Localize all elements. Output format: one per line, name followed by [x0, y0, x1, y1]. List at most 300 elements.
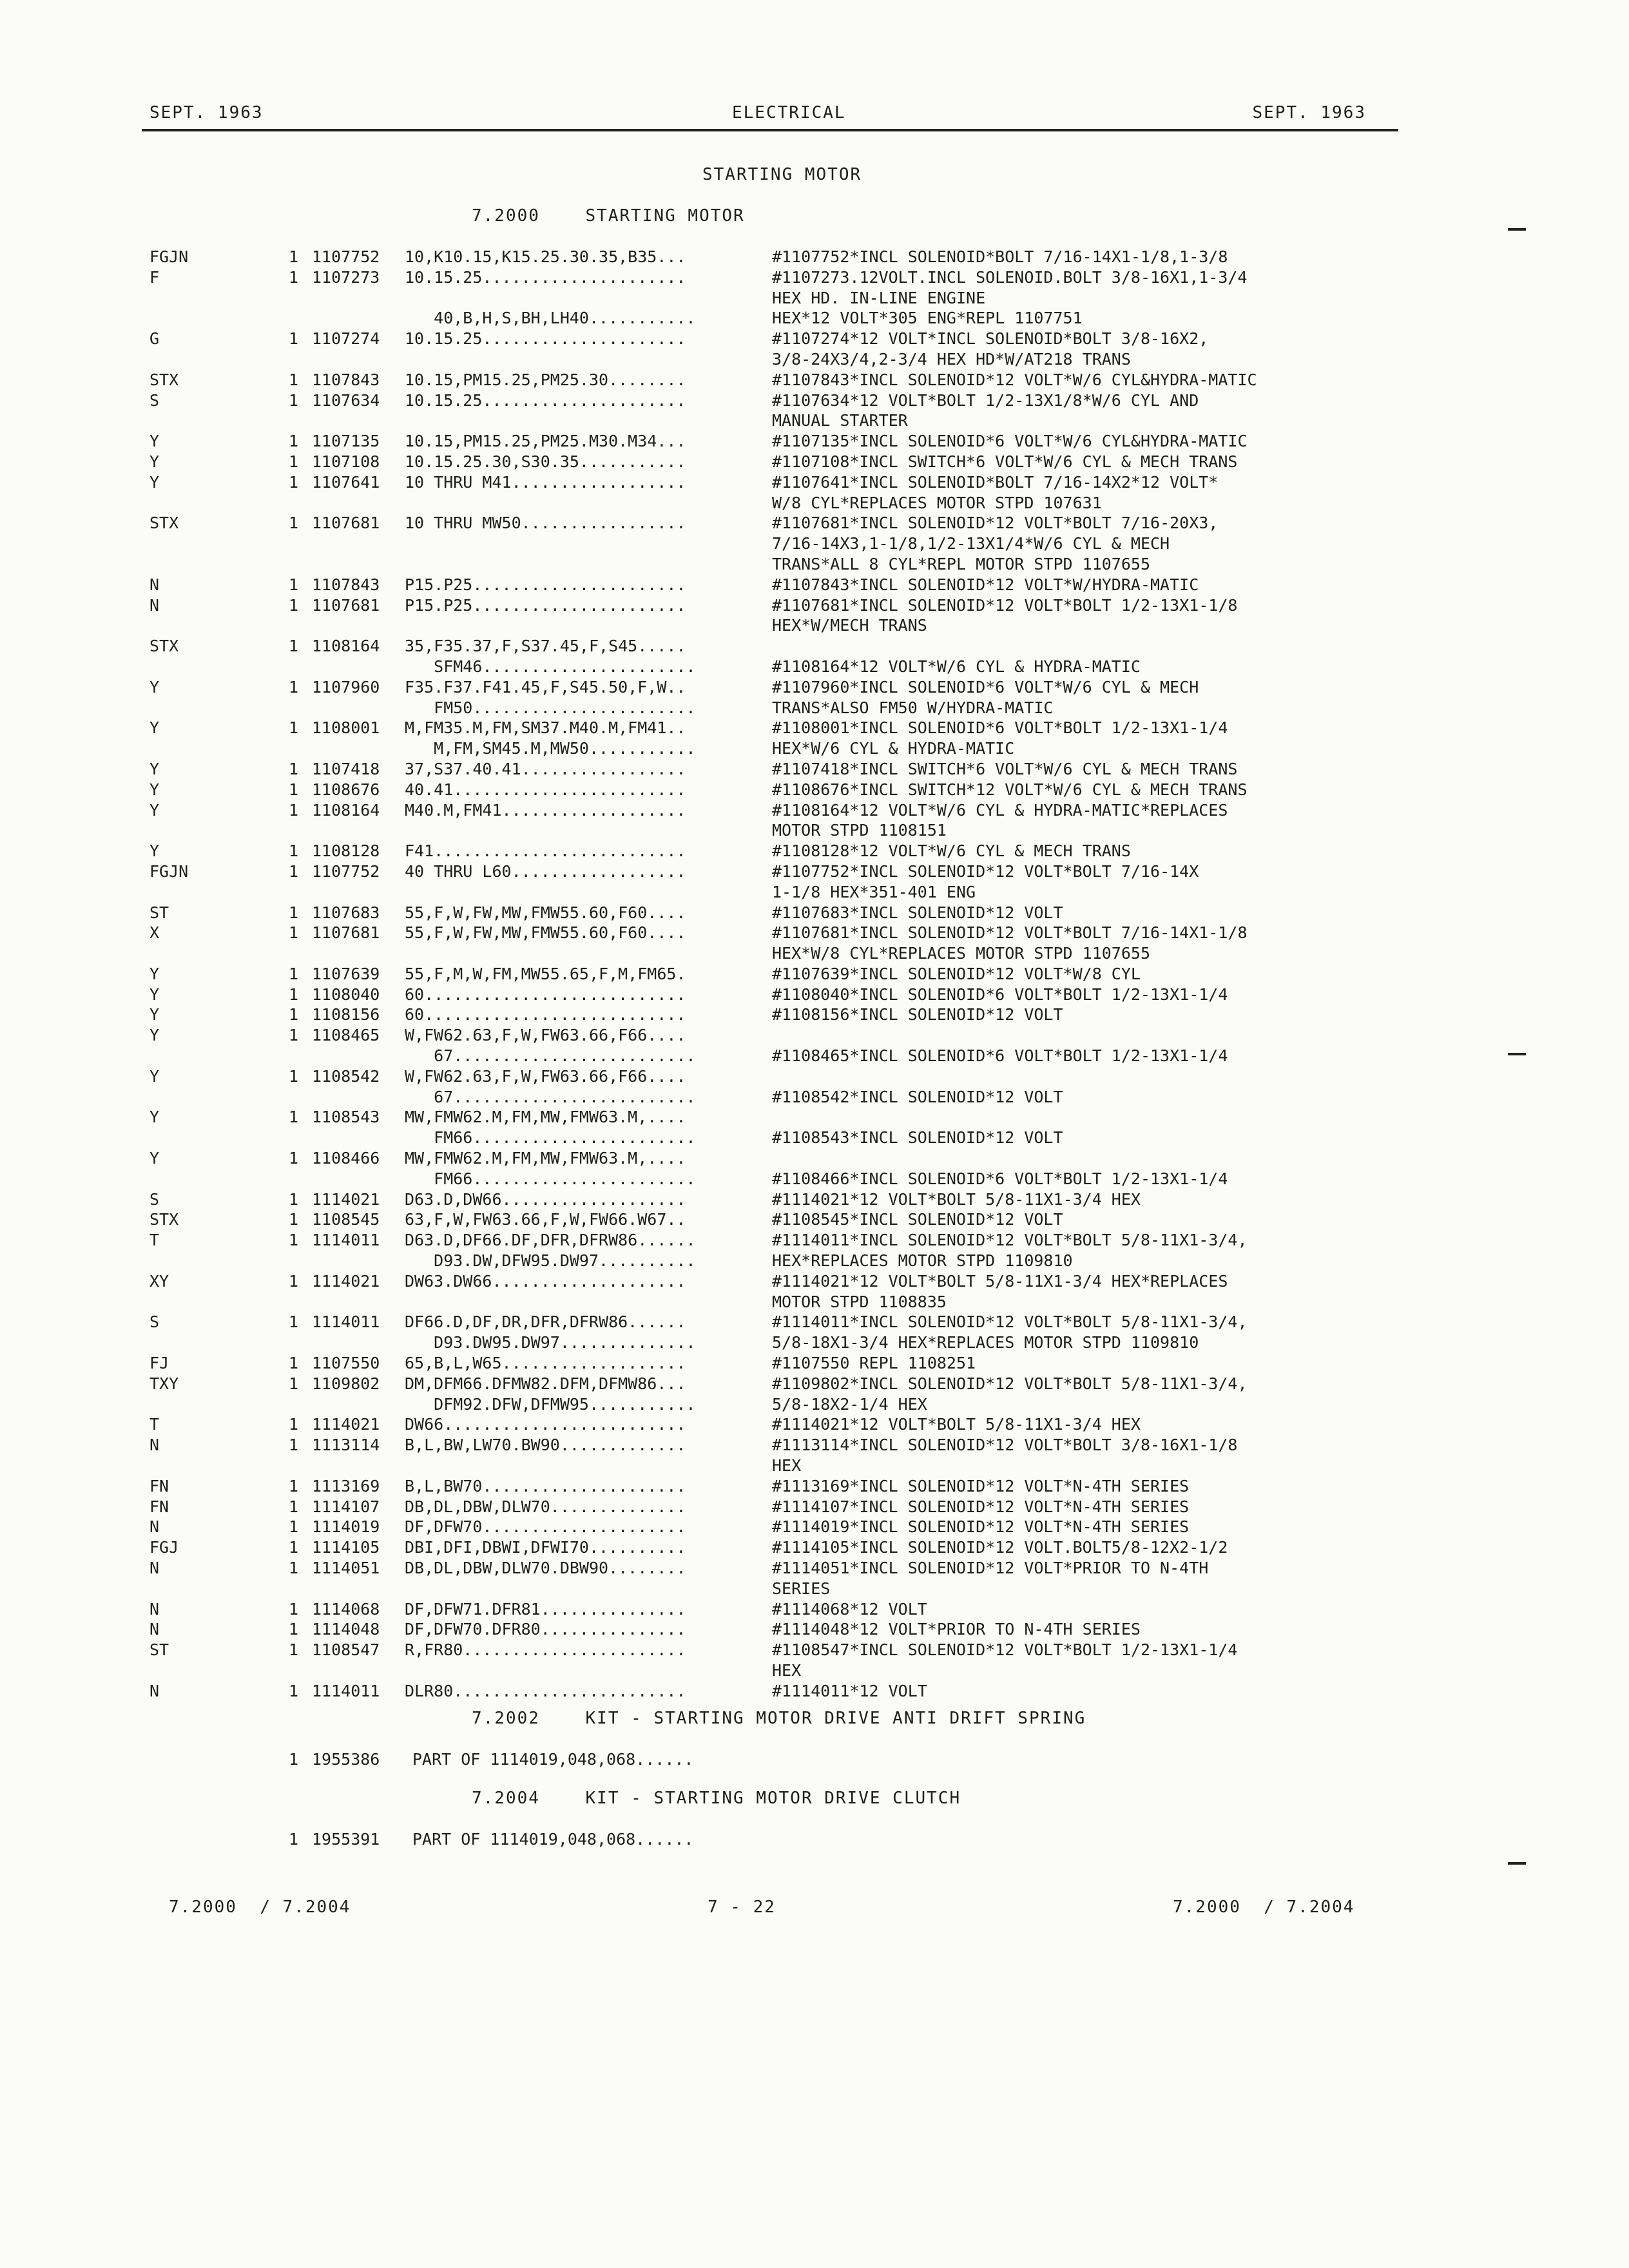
part-number: 1107683: [312, 903, 380, 922]
parts-row: [0, 861, 1418, 882]
description: #1107843*INCL SOLENOID*12 VOLT*W/6 CYL&HYDRA-MATIC: [772, 370, 1257, 389]
vehicle-code: FGJN: [149, 247, 189, 266]
quantity: 1: [289, 1559, 299, 1577]
part-number: 1108128: [312, 841, 380, 861]
parts-row: [0, 1046, 1418, 1066]
part-number: 1108040: [312, 985, 380, 1004]
quantity: 1: [289, 1189, 299, 1209]
application: 60...........................: [405, 985, 686, 1004]
parts-row: [0, 288, 1418, 309]
description: #1107681*INCL SOLENOID*12 VOLT*BOLT 7/16-20X3,: [772, 514, 1219, 533]
application: 40,B,H,S,BH,LH40...........: [405, 309, 696, 328]
parts-row: [0, 800, 1418, 821]
part-number: 1107274: [312, 329, 380, 349]
kit-qty: 1: [289, 1830, 299, 1849]
description: #1114021*12 VOLT*BOLT 5/8-11X1-3/4 HEX: [772, 1415, 1141, 1434]
application: F35.F37.F41.45,F,S45.50,F,W..: [405, 677, 686, 697]
description: #1107108*INCL SWITCH*6 VOLT*W/6 CYL & MECH TRANS: [772, 452, 1238, 471]
description: #1107135*INCL SOLENOID*6 VOLT*W/6 CYL&HYDRA-MATIC: [772, 432, 1248, 451]
quantity: 1: [289, 1436, 299, 1455]
application: B,L,BW70.....................: [405, 1476, 686, 1495]
description: #1108040*INCL SOLENOID*6 VOLT*BOLT 1/2-13X1-1/4: [772, 985, 1228, 1004]
description: #1108543*INCL SOLENOID*12 VOLT: [772, 1128, 1063, 1148]
description: #1107550 REPL 1108251: [772, 1354, 976, 1373]
parts-row: [0, 903, 1418, 923]
parts-row: [0, 1230, 1418, 1251]
parts-row: [0, 349, 1418, 370]
vehicle-code: FN: [149, 1497, 169, 1516]
parts-row: [0, 964, 1418, 985]
part-number: 1107843: [312, 370, 380, 389]
parts-row: [0, 1353, 1418, 1374]
application: DLR80........................: [405, 1681, 686, 1700]
description: HEX*12 VOLT*305 ENG*REPL 1107751: [772, 309, 1083, 328]
vehicle-code: TXY: [149, 1374, 179, 1393]
parts-row: [0, 1681, 1418, 1702]
quantity: 1: [289, 841, 299, 861]
part-number: 1113169: [312, 1476, 380, 1495]
description: #1114011*INCL SOLENOID*12 VOLT*BOLT 5/8-11X1-3/4,: [772, 1231, 1248, 1250]
part-number: 1108164: [312, 800, 380, 820]
kit-qty: 1: [289, 1750, 299, 1769]
description: #1108156*INCL SOLENOID*12 VOLT: [772, 1005, 1063, 1024]
quantity: 1: [289, 637, 299, 656]
application: DF,DFW70.....................: [405, 1517, 686, 1537]
vehicle-code: STX: [149, 1210, 179, 1229]
application: 35,F35.37,F,S37.45,F,S45.....: [405, 637, 686, 656]
parts-row: [0, 1004, 1418, 1025]
vehicle-code: Y: [149, 1108, 160, 1127]
quantity: 1: [289, 370, 299, 389]
parts-row: [0, 1189, 1418, 1210]
vehicle-code: FGJN: [149, 861, 189, 881]
application: M40.M,FM41...................: [405, 800, 686, 820]
description: #1108128*12 VOLT*W/6 CYL & MECH TRANS: [772, 841, 1131, 861]
part-number: 1114011: [312, 1681, 380, 1700]
quantity: 1: [289, 1231, 299, 1250]
header-rule: [142, 129, 1398, 131]
description: #1108465*INCL SOLENOID*6 VOLT*BOLT 1/2-13X1-1/4: [772, 1046, 1228, 1066]
vehicle-code: N: [149, 575, 160, 594]
parts-row: [0, 1517, 1418, 1537]
description: 3/8-24X3/4,2-3/4 HEX HD*W/AT218 TRANS: [772, 349, 1131, 369]
vehicle-code: Y: [149, 1026, 160, 1045]
application: D93.DW,DFW95.DW97..........: [405, 1251, 696, 1271]
parts-row: [0, 1660, 1418, 1681]
description: #1107681*INCL SOLENOID*12 VOLT*BOLT 7/16-14X1-1/8: [772, 923, 1248, 943]
parts-row: [0, 943, 1418, 964]
kit-part-number: 1955386: [312, 1750, 380, 1769]
description: HEX: [772, 1456, 802, 1475]
application: DW63.DW66....................: [405, 1271, 686, 1291]
application: FM66.......................: [405, 1169, 696, 1188]
application: 10 THRU M41..................: [405, 472, 686, 492]
quantity: 1: [289, 903, 299, 922]
parts-row: [0, 1619, 1418, 1640]
description: #1107681*INCL SOLENOID*12 VOLT*BOLT 1/2-13X1-1/8: [772, 595, 1238, 615]
part-number: 1108001: [312, 718, 380, 738]
parts-row: [0, 1414, 1418, 1435]
parts-row: [0, 595, 1418, 616]
parts-row: [0, 308, 1418, 329]
parts-row: [0, 575, 1418, 595]
quantity: 1: [289, 964, 299, 983]
parts-row: [0, 1374, 1418, 1394]
footer-range-left: 7.2000 / 7.2004: [169, 1898, 351, 1917]
quantity: 1: [289, 800, 299, 820]
vehicle-code: N: [149, 1620, 160, 1639]
parts-row: [0, 780, 1418, 800]
vehicle-code: Y: [149, 759, 160, 778]
application: DF66.D,DF,DR,DFR,DFRW86......: [405, 1312, 686, 1332]
description: #1107960*INCL SOLENOID*6 VOLT*W/6 CYL & MECH: [772, 677, 1199, 697]
vehicle-code: S: [149, 1189, 160, 1209]
vehicle-code: XY: [149, 1271, 169, 1291]
application: D63.D,DW66...................: [405, 1189, 686, 1209]
part-number: 1108547: [312, 1640, 380, 1660]
description: #1109802*INCL SOLENOID*12 VOLT*BOLT 5/8-11X1-3/4,: [772, 1374, 1248, 1393]
parts-row: [0, 1251, 1418, 1271]
kit-part-number: 1955391: [312, 1830, 380, 1849]
part-number: 1107752: [312, 247, 380, 266]
application: 40.41........................: [405, 780, 686, 799]
application: D63.D,DF66.DF,DFR,DFRW86......: [405, 1231, 696, 1250]
part-number: 1107641: [312, 472, 380, 492]
quantity: 1: [289, 247, 299, 266]
part-number: 1114019: [312, 1517, 380, 1537]
part-number: 1107960: [312, 677, 380, 697]
description: HEX*REPLACES MOTOR STPD 1109810: [772, 1251, 1073, 1271]
vehicle-code: FJ: [149, 1354, 169, 1373]
quantity: 1: [289, 1066, 299, 1086]
parts-row: [0, 1640, 1418, 1660]
quantity: 1: [289, 1108, 299, 1127]
part-number: 1108465: [312, 1026, 380, 1045]
part-number: 1108156: [312, 1005, 380, 1024]
parts-row: [0, 615, 1418, 636]
vehicle-code: Y: [149, 964, 160, 983]
description: HEX*W/MECH TRANS: [772, 616, 927, 635]
vehicle-code: S: [149, 1312, 160, 1332]
application: 67.........................: [405, 1087, 696, 1106]
quantity: 1: [289, 1005, 299, 1024]
part-number: 1107418: [312, 759, 380, 778]
description: #1114011*INCL SOLENOID*12 VOLT*BOLT 5/8-11X1-3/4,: [772, 1312, 1248, 1332]
quantity: 1: [289, 1149, 299, 1168]
part-number: 1114011: [312, 1231, 380, 1250]
vehicle-code: Y: [149, 985, 160, 1004]
quantity: 1: [289, 923, 299, 943]
part-number: 1108542: [312, 1066, 380, 1086]
description: HEX: [772, 1660, 802, 1680]
parts-row: [0, 841, 1418, 861]
vehicle-code: Y: [149, 677, 160, 697]
part-number: 1107681: [312, 595, 380, 615]
description: SERIES: [772, 1579, 831, 1598]
application: W,FW62.63,F,W,FW63.66,F66....: [405, 1066, 686, 1086]
vehicle-code: X: [149, 923, 160, 943]
vehicle-code: STX: [149, 370, 179, 389]
parts-row: [0, 431, 1418, 452]
quantity: 1: [289, 1517, 299, 1537]
quantity: 1: [289, 472, 299, 492]
vehicle-code: T: [149, 1415, 160, 1434]
parts-row: [0, 738, 1418, 759]
quantity: 1: [289, 1497, 299, 1516]
part-number: 1108545: [312, 1210, 380, 1229]
vehicle-code: T: [149, 1231, 160, 1250]
application: 63,F,W,FW63.66,F,W,FW66.W67..: [405, 1210, 686, 1229]
description: TRANS*ALSO FM50 W/HYDRA-MATIC: [772, 698, 1054, 717]
vehicle-code: Y: [149, 452, 160, 471]
kit-title-2: 7.2004 KIT - STARTING MOTOR DRIVE CLUTCH: [472, 1789, 961, 1808]
description: 5/8-18X1-3/4 HEX*REPLACES MOTOR STPD 1109810: [772, 1333, 1199, 1352]
description: #1108001*INCL SOLENOID*6 VOLT*BOLT 1/2-13X1-1/4: [772, 718, 1228, 738]
parts-row: [0, 1148, 1418, 1169]
quantity: 1: [289, 267, 299, 287]
quantity: 1: [289, 390, 299, 410]
part-number: 1107752: [312, 861, 380, 881]
subsection-title: 7.2000 STARTING MOTOR: [472, 206, 745, 226]
vehicle-code: F: [149, 267, 160, 287]
description: #1108542*INCL SOLENOID*12 VOLT: [772, 1087, 1063, 1106]
application: MW,FMW62.M,FM,MW,FMW63.M,....: [405, 1108, 686, 1127]
parts-row: [0, 1271, 1418, 1292]
description: W/8 CYL*REPLACES MOTOR STPD 107631: [772, 493, 1102, 512]
parts-row: [0, 1332, 1418, 1353]
vehicle-code: N: [149, 1517, 160, 1537]
quantity: 1: [289, 1026, 299, 1045]
parts-row: [0, 1209, 1418, 1230]
description: #1114021*12 VOLT*BOLT 5/8-11X1-3/4 HEX: [772, 1189, 1141, 1209]
description: 7/16-14X3,1-1/8,1/2-13X1/4*W/6 CYL & MECH: [772, 534, 1170, 553]
section-title: STARTING MOTOR: [702, 165, 862, 184]
parts-row: [0, 247, 1418, 267]
description: #1108547*INCL SOLENOID*12 VOLT*BOLT 1/2-13X1-1/4: [772, 1640, 1238, 1660]
description: #1114051*INCL SOLENOID*12 VOLT*PRIOR TO N-4TH: [772, 1559, 1209, 1577]
kit-application: PART OF 1114019,048,068......: [412, 1830, 694, 1849]
application: DW66.........................: [405, 1415, 686, 1434]
margin-mark: [1508, 1862, 1526, 1865]
description: #1108164*12 VOLT*W/6 CYL & HYDRA-MATIC*REPLACES: [772, 800, 1228, 820]
parts-row: [0, 472, 1418, 493]
part-number: 1107634: [312, 390, 380, 410]
part-number: 1107108: [312, 452, 380, 471]
part-number: 1114021: [312, 1271, 380, 1291]
application: DB,DL,DBW,DLW70.DBW90........: [405, 1559, 686, 1577]
application: 40 THRU L60..................: [405, 861, 686, 881]
parts-row: [0, 1558, 1418, 1579]
quantity: 1: [289, 575, 299, 594]
application: 10.15.25.....................: [405, 267, 686, 287]
application: 60...........................: [405, 1005, 686, 1024]
quantity: 1: [289, 1354, 299, 1373]
vehicle-code: ST: [149, 903, 169, 922]
kit-row-1: [0, 1750, 1289, 1771]
vehicle-code: Y: [149, 718, 160, 738]
vehicle-code: Y: [149, 780, 160, 799]
description: #1114048*12 VOLT*PRIOR TO N-4TH SERIES: [772, 1620, 1141, 1639]
part-number: 1107681: [312, 514, 380, 533]
description: HEX HD. IN-LINE ENGINE: [772, 288, 986, 307]
quantity: 1: [289, 861, 299, 881]
header-section: ELECTRICAL: [732, 103, 846, 122]
parts-row: [0, 410, 1418, 431]
quantity: 1: [289, 759, 299, 778]
quantity: 1: [289, 1476, 299, 1495]
description: #1108164*12 VOLT*W/6 CYL & HYDRA-MATIC: [772, 657, 1141, 676]
application: FM50.......................: [405, 698, 696, 717]
description: #1107634*12 VOLT*BOLT 1/2-13X1/8*W/6 CYL AND: [772, 390, 1199, 410]
quantity: 1: [289, 780, 299, 799]
quantity: 1: [289, 329, 299, 349]
vehicle-code: Y: [149, 1066, 160, 1086]
quantity: 1: [289, 1312, 299, 1332]
part-number: 1107550: [312, 1354, 380, 1373]
description: MOTOR STPD 1108151: [772, 821, 947, 840]
quantity: 1: [289, 432, 299, 451]
description: #1108466*INCL SOLENOID*6 VOLT*BOLT 1/2-13X1-1/4: [772, 1169, 1228, 1188]
quantity: 1: [289, 718, 299, 738]
header-date-right: SEPT. 1963: [1252, 103, 1366, 122]
application: 65,B,L,W65...................: [405, 1354, 686, 1373]
description: 5/8-18X2-1/4 HEX: [772, 1394, 927, 1414]
description: #1114021*12 VOLT*BOLT 5/8-11X1-3/4 HEX*REPLACES: [772, 1271, 1228, 1291]
parts-row: [0, 1435, 1418, 1456]
quantity: 1: [289, 985, 299, 1004]
parts-row: [0, 493, 1418, 514]
part-number: 1114107: [312, 1497, 380, 1516]
vehicle-code: STX: [149, 514, 179, 533]
part-number: 1108676: [312, 780, 380, 799]
application: DM,DFM66.DFMW82.DFM,DFMW86...: [405, 1374, 686, 1393]
application: 10.15.25.....................: [405, 390, 686, 410]
parts-row: [0, 1456, 1418, 1476]
vehicle-code: Y: [149, 841, 160, 861]
part-number: 1114048: [312, 1620, 380, 1639]
footer-page-number: 7 - 22: [708, 1898, 776, 1917]
application: 67.........................: [405, 1046, 696, 1066]
application: DFM92.DFW,DFMW95...........: [405, 1394, 696, 1414]
description: #1107641*INCL SOLENOID*BOLT 7/16-14X2*12 VOLT*: [772, 472, 1219, 492]
parts-row: [0, 1066, 1418, 1087]
parts-row: [0, 985, 1418, 1005]
part-number: 1108164: [312, 637, 380, 656]
application: P15.P25......................: [405, 575, 686, 594]
application: W,FW62.63,F,W,FW63.66,F66....: [405, 1026, 686, 1045]
margin-mark: [1508, 1053, 1526, 1055]
parts-row: [0, 1579, 1418, 1599]
kit-title-1: 7.2002 KIT - STARTING MOTOR DRIVE ANTI DRIFT SPRING: [472, 1709, 1086, 1728]
quantity: 1: [289, 1620, 299, 1639]
vehicle-code: FN: [149, 1476, 169, 1495]
parts-row: [0, 390, 1418, 411]
parts-row: [0, 1087, 1418, 1108]
vehicle-code: N: [149, 1436, 160, 1455]
quantity: 1: [289, 1538, 299, 1557]
part-number: 1109802: [312, 1374, 380, 1393]
quantity: 1: [289, 1415, 299, 1434]
quantity: 1: [289, 1271, 299, 1291]
application: 10.15.25.....................: [405, 329, 686, 349]
vehicle-code: N: [149, 1599, 160, 1619]
description: TRANS*ALL 8 CYL*REPL MOTOR STPD 1107655: [772, 554, 1150, 573]
application: 10.15.25.30,S30.35...........: [405, 452, 686, 471]
application: 55,F,M,W,FM,MW55.65,F,M,FM65.: [405, 964, 686, 983]
quantity: 1: [289, 1681, 299, 1700]
description: #1113169*INCL SOLENOID*12 VOLT*N-4TH SERIES: [772, 1476, 1190, 1495]
parts-row: [0, 370, 1418, 390]
footer-range-right: 7.2000 / 7.2004: [1173, 1898, 1355, 1917]
parts-row: [0, 1292, 1418, 1312]
parts-row: [0, 820, 1418, 841]
quantity: 1: [289, 1374, 299, 1393]
application: 10 THRU MW50.................: [405, 514, 686, 533]
vehicle-code: Y: [149, 472, 160, 492]
part-number: 1114105: [312, 1538, 380, 1557]
description: #1114105*INCL SOLENOID*12 VOLT.BOLT5/8-12X2-1/2: [772, 1538, 1228, 1557]
description: #1114011*12 VOLT: [772, 1681, 927, 1700]
part-number: 1107273: [312, 267, 380, 287]
description: #1108545*INCL SOLENOID*12 VOLT: [772, 1210, 1063, 1229]
part-number: 1107681: [312, 923, 380, 943]
description: #1107639*INCL SOLENOID*12 VOLT*W/8 CYL: [772, 964, 1141, 983]
quantity: 1: [289, 452, 299, 471]
parts-row: [0, 554, 1418, 575]
parts-row: [0, 677, 1418, 698]
parts-row: [0, 1497, 1418, 1517]
part-number: 1114051: [312, 1559, 380, 1577]
description: #1107752*INCL SOLENOID*12 VOLT*BOLT 7/16-14X: [772, 861, 1199, 881]
vehicle-code: Y: [149, 800, 160, 820]
parts-row: [0, 1169, 1418, 1189]
description: MOTOR STPD 1108835: [772, 1292, 947, 1311]
description: #1114107*INCL SOLENOID*12 VOLT*N-4TH SERIES: [772, 1497, 1190, 1516]
parts-row: [0, 1476, 1418, 1497]
application: DF,DFW70.DFR80...............: [405, 1620, 686, 1639]
quantity: 1: [289, 1599, 299, 1619]
application: FM66.......................: [405, 1128, 696, 1148]
part-number: 1114021: [312, 1189, 380, 1209]
vehicle-code: Y: [149, 1005, 160, 1024]
vehicle-code: STX: [149, 637, 179, 656]
part-number: 1113114: [312, 1436, 380, 1455]
description: #1107273.12VOLT.INCL SOLENOID.BOLT 3/8-16X1,1-3/4: [772, 267, 1248, 287]
application: D93.DW95.DW97..............: [405, 1333, 696, 1352]
vehicle-code: S: [149, 390, 160, 410]
margin-mark: [1508, 228, 1526, 231]
application: B,L,BW,LW70.BW90.............: [405, 1436, 686, 1455]
description: 1-1/8 HEX*351-401 ENG: [772, 882, 976, 901]
application: F41..........................: [405, 841, 686, 861]
parts-row: [0, 882, 1418, 903]
part-number: 1114011: [312, 1312, 380, 1332]
vehicle-code: Y: [149, 1149, 160, 1168]
header-date-left: SEPT. 1963: [149, 103, 264, 122]
parts-row: [0, 759, 1418, 780]
vehicle-code: FGJ: [149, 1538, 179, 1557]
application: 37,S37.40.41.................: [405, 759, 686, 778]
parts-row: [0, 636, 1418, 657]
description: #1113114*INCL SOLENOID*12 VOLT*BOLT 3/8-16X1-1/8: [772, 1436, 1238, 1455]
application: 55,F,W,FW,MW,FMW55.60,F60....: [405, 923, 686, 943]
vehicle-code: G: [149, 329, 160, 349]
quantity: 1: [289, 677, 299, 697]
description: #1107843*INCL SOLENOID*12 VOLT*W/HYDRA-MATIC: [772, 575, 1199, 594]
application: DBI,DFI,DBWI,DFWI70..........: [405, 1538, 686, 1557]
part-number: 1107843: [312, 575, 380, 594]
part-number: 1107639: [312, 964, 380, 983]
